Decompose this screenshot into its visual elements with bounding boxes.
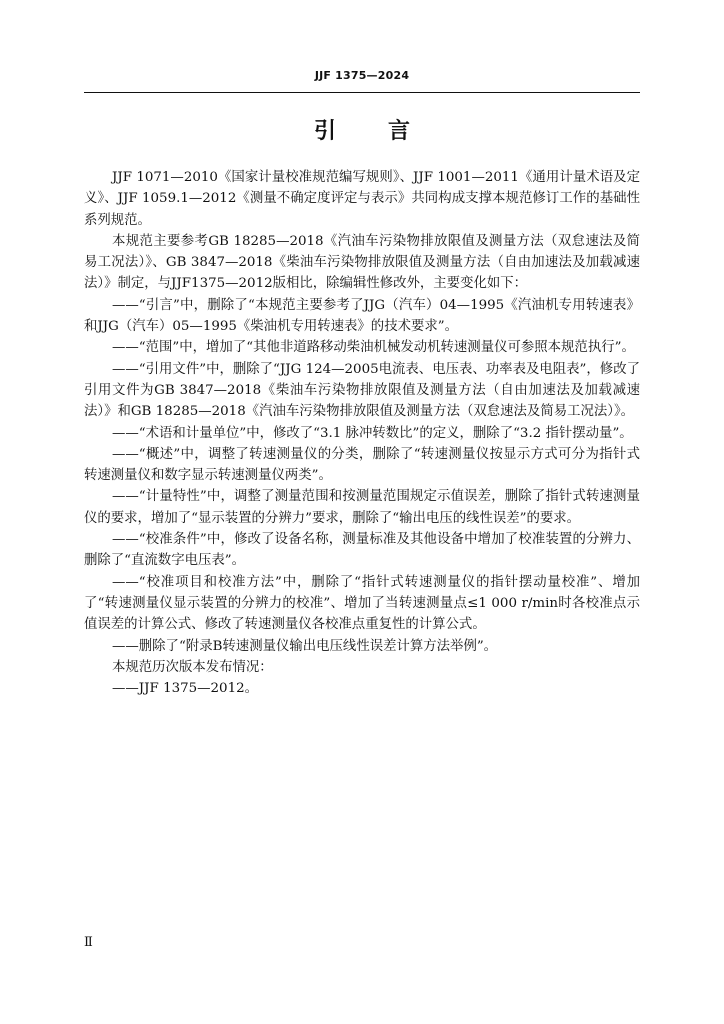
paragraph-13: ——JJF 1375—2012。	[112, 681, 259, 697]
paragraph-10: ——“校准项目和校准方法”中，删除了“指针式转速测量仪的指针摆动量校准”、增加了“转速测量仪显示装置的分辨力的校准”、增加了当转速测量点≤1 000 r/min时各校准点示值误差的计算公式、修改了转速测量仪各校准点重复性的计算公式。	[84, 574, 640, 633]
paragraph-5: ——“引用文件”中，删除了“JJG 124—2005电流表、电压表、功率表及电阻表”，修改了引用文件为GB 3847—2018《柴油车污染物排放限值及测量方法（自由加速法及加载减速法）》和GB 18285—2018《汽油车污染物排放限值及测量方法（双怠速法及简易工况法）》。	[84, 361, 640, 420]
body-content	[84, 167, 640, 699]
paragraph-2: 本规范主要参考GB 18285—2018《汽油车污染物排放限值及测量方法（双怠速法及简易工况法）》、GB 3847—2018《柴油车污染物排放限值及测量方法（自由加速法及加载减速法）》制定，与JJF1375—2012版相比，除编辑性修改外，主要变化如下：	[84, 233, 640, 292]
paragraph-9: ——“校准条件”中，修改了设备名称，测量标准及其他设备中增加了校准装置的分辨力、删除了“直流数字电压表”。	[84, 532, 640, 569]
paragraph-4: ——“范围”中，增加了“其他非道路移动柴油机械发动机转速测量仪可参照本规范执行”。	[112, 340, 635, 356]
paragraph-1: JJF 1071—2010《国家计量校准规范编写规则》、JJF 1001—2011《通用计量术语及定义》、JJF 1059.1—2012《测量不确定度评定与表示》共同构成支撑本规范修订工作的基础性系列规范。	[84, 170, 640, 228]
paragraph-3: ——“引言”中，删除了“本规范主要参考了JJG（汽车）04—1995《汽油机专用转速表》和JJG（汽车）05—1995《柴油机专用转速表》的技术要求”。	[84, 297, 640, 335]
paragraph-11: ——删除了“附录B转速测量仪输出电压线性误差计算方法举例”。	[112, 638, 498, 654]
standard-code: JJF 1375—2024	[314, 69, 410, 82]
paragraph-7: ——“概述”中，调整了转速测量仪的分类，删除了“转速测量仪按显示方式可分为指针式转速测量仪和数字显示转速测量仪两类”。	[84, 446, 640, 484]
section-title: 引言	[313, 119, 462, 144]
paragraph-6: ——“术语和计量单位”中，修改了“3.1 脉冲转数比”的定义，删除了“3.2 指针摆动量”。	[112, 425, 633, 441]
paragraph-12: 本规范历次版本发布情况：	[112, 659, 273, 675]
page-number: Ⅱ	[84, 935, 93, 950]
paragraph-8: ——“计量特性”中，调整了测量范围和按测量范围规定示值误差，删除了指针式转速测量仪的要求，增加了“显示装置的分辨力”要求，删除了“输出电压的线性误差”的要求。	[84, 489, 640, 526]
page-header	[84, 66, 640, 93]
